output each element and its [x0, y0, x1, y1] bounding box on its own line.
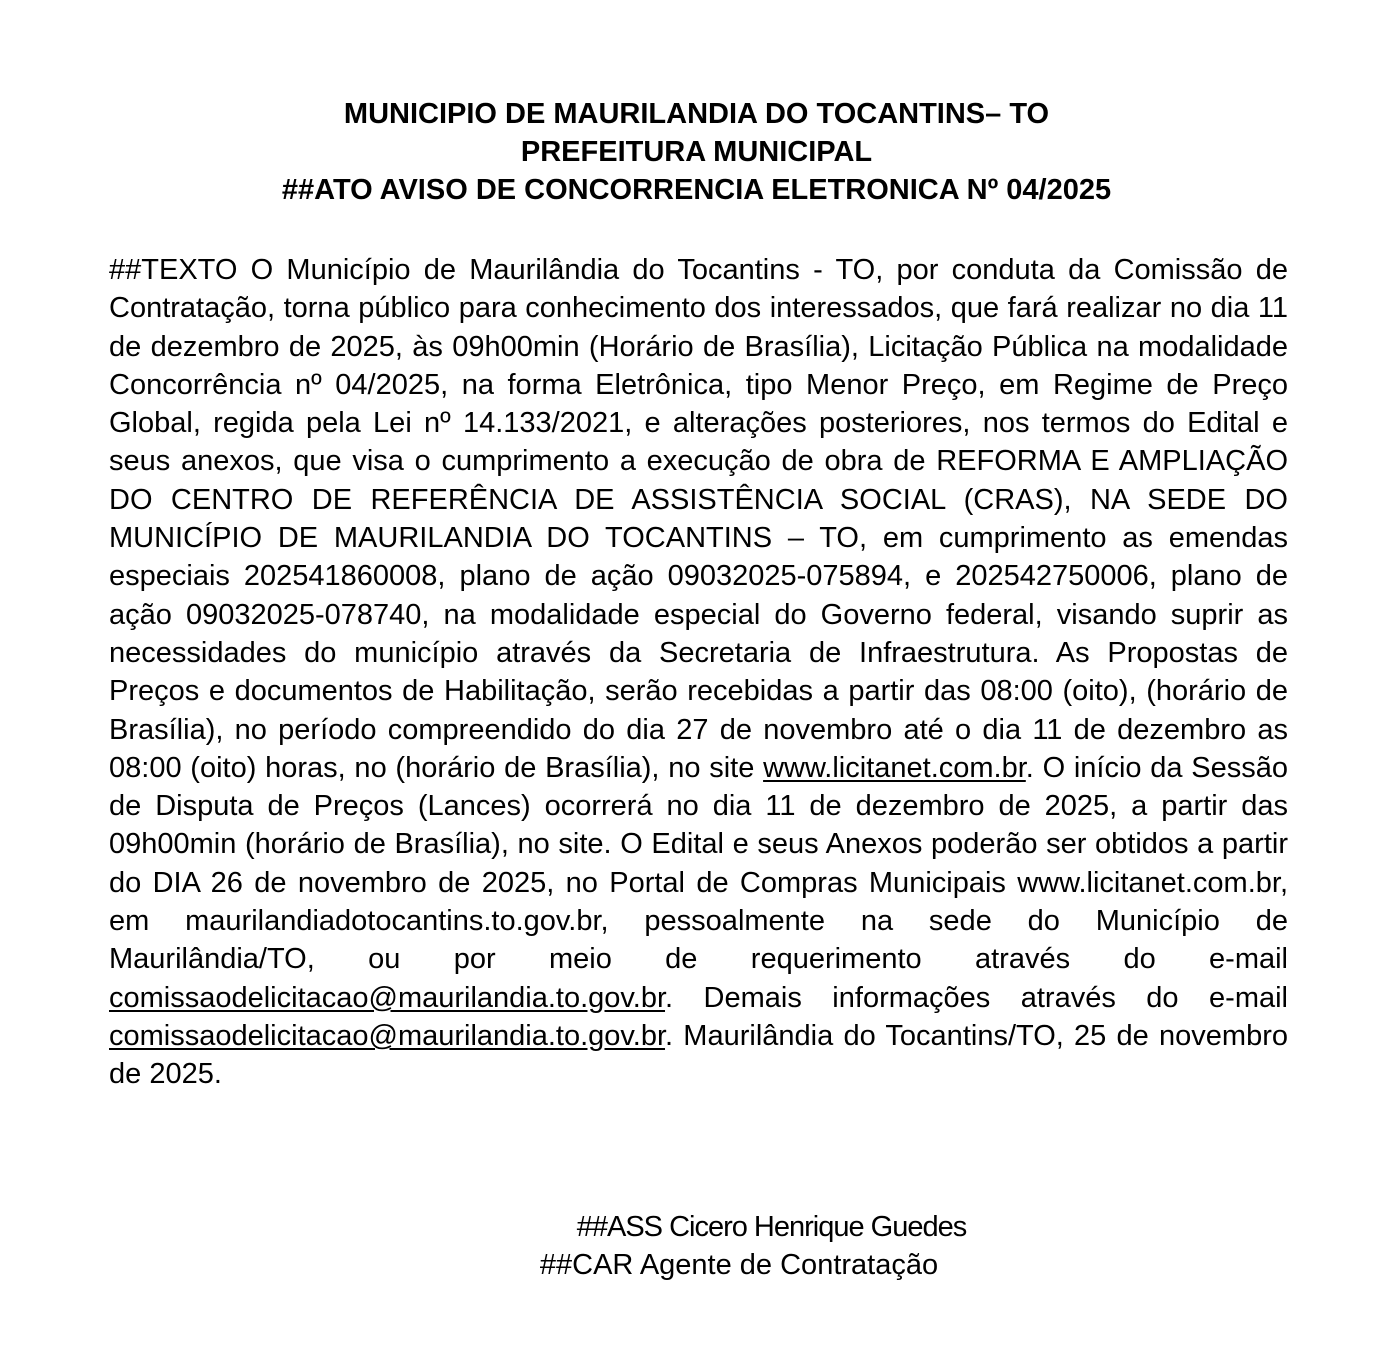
signatory-name: ##ASS Cicero Henrique Guedes [576, 1211, 967, 1243]
notice-text-part-3: . Demais informações através do e-mail [665, 981, 1288, 1014]
notice-text-part-4: . Maurilândia do Tocantins/TO, 25 de novembro de 2025. [109, 1019, 1288, 1091]
licitanet-site-link[interactable]: www.licitanet.com.br [763, 751, 1026, 784]
notice-body [109, 251, 1288, 1094]
signature-block [100, 1208, 1293, 1284]
document-header [100, 95, 1293, 209]
commission-email-link[interactable]: comissaodelicitacao@maurilandia.to.gov.br [109, 981, 666, 1014]
notice-text-part-2: . O início da Sessão de Disputa de Preços (Lances) ocorrerá no dia 11 de dezembro de 2025, a partir das 09h00min (horário de Brasília), no site. O Edital e seus Anexos poderão ser obtidos a partir do DIA 26 de novembro de 2025, no Portal de Compras Municipais www.licitanet.com.br, em maurilandiadotocantins.to.gov.br, pessoalmente na sede do Município de Maurilândia/TO, ou por meio de requerimento através do e-mail [109, 751, 1289, 976]
act-title: ##ATO AVISO DE CONCORRENCIA ELETRONICA Nº 04/2025 [281, 174, 1112, 206]
municipality-title: MUNICIPIO DE MAURILANDIA DO TOCANTINS– TO [343, 98, 1050, 130]
commission-email-link-secondary[interactable]: comissaodelicitacao@maurilandia.to.gov.br [109, 1019, 666, 1052]
signatory-role: ##CAR Agente de Contratação [539, 1249, 939, 1281]
prefecture-title: PREFEITURA MUNICIPAL [520, 136, 873, 168]
notice-text-part-1: ##TEXTO O Município de Maurilândia do Tocantins - TO, por conduta da Comissão de Contratação, torna público para conhecimento dos interessados, que fará realizar no dia 11 de dezembro de 2025, às 09h00min (Horário de Brasília), Licitação Pública na modalidade Concorrência nº 04/2025, na forma Eletrônica, tipo Menor Preço, em Regime de Preço Global, regida pela Lei nº 14.133/2021, e alterações posteriores, nos termos do Edital e seus anexos, que visa o cumprimento a execução de obra de REFORMA E AMPLIAÇÃO DO CENTRO DE REFERÊNCIA DE ASSISTÊNCIA SOCIAL (CRAS), NA SEDE DO MUNICÍPIO DE MAURILANDIA DO TOCANTINS – TO, em cumprimento as emendas especiais 202541860008, plano de ação 09032025-075894, e 202542750006, plano de ação 09032025-078740, na modalidade especial do Governo federal, visando suprir as necessidades do município através da Secretaria de Infraestrutura. As Propostas de Preços e documentos de Habilitação, serão recebidas a partir das 08:00 (oito), (horário de Brasília), no período compreendido do dia 27 de novembro até o dia 11 de dezembro as 08:00 (oito) horas, no (horário de Brasília), no site [109, 254, 1288, 784]
